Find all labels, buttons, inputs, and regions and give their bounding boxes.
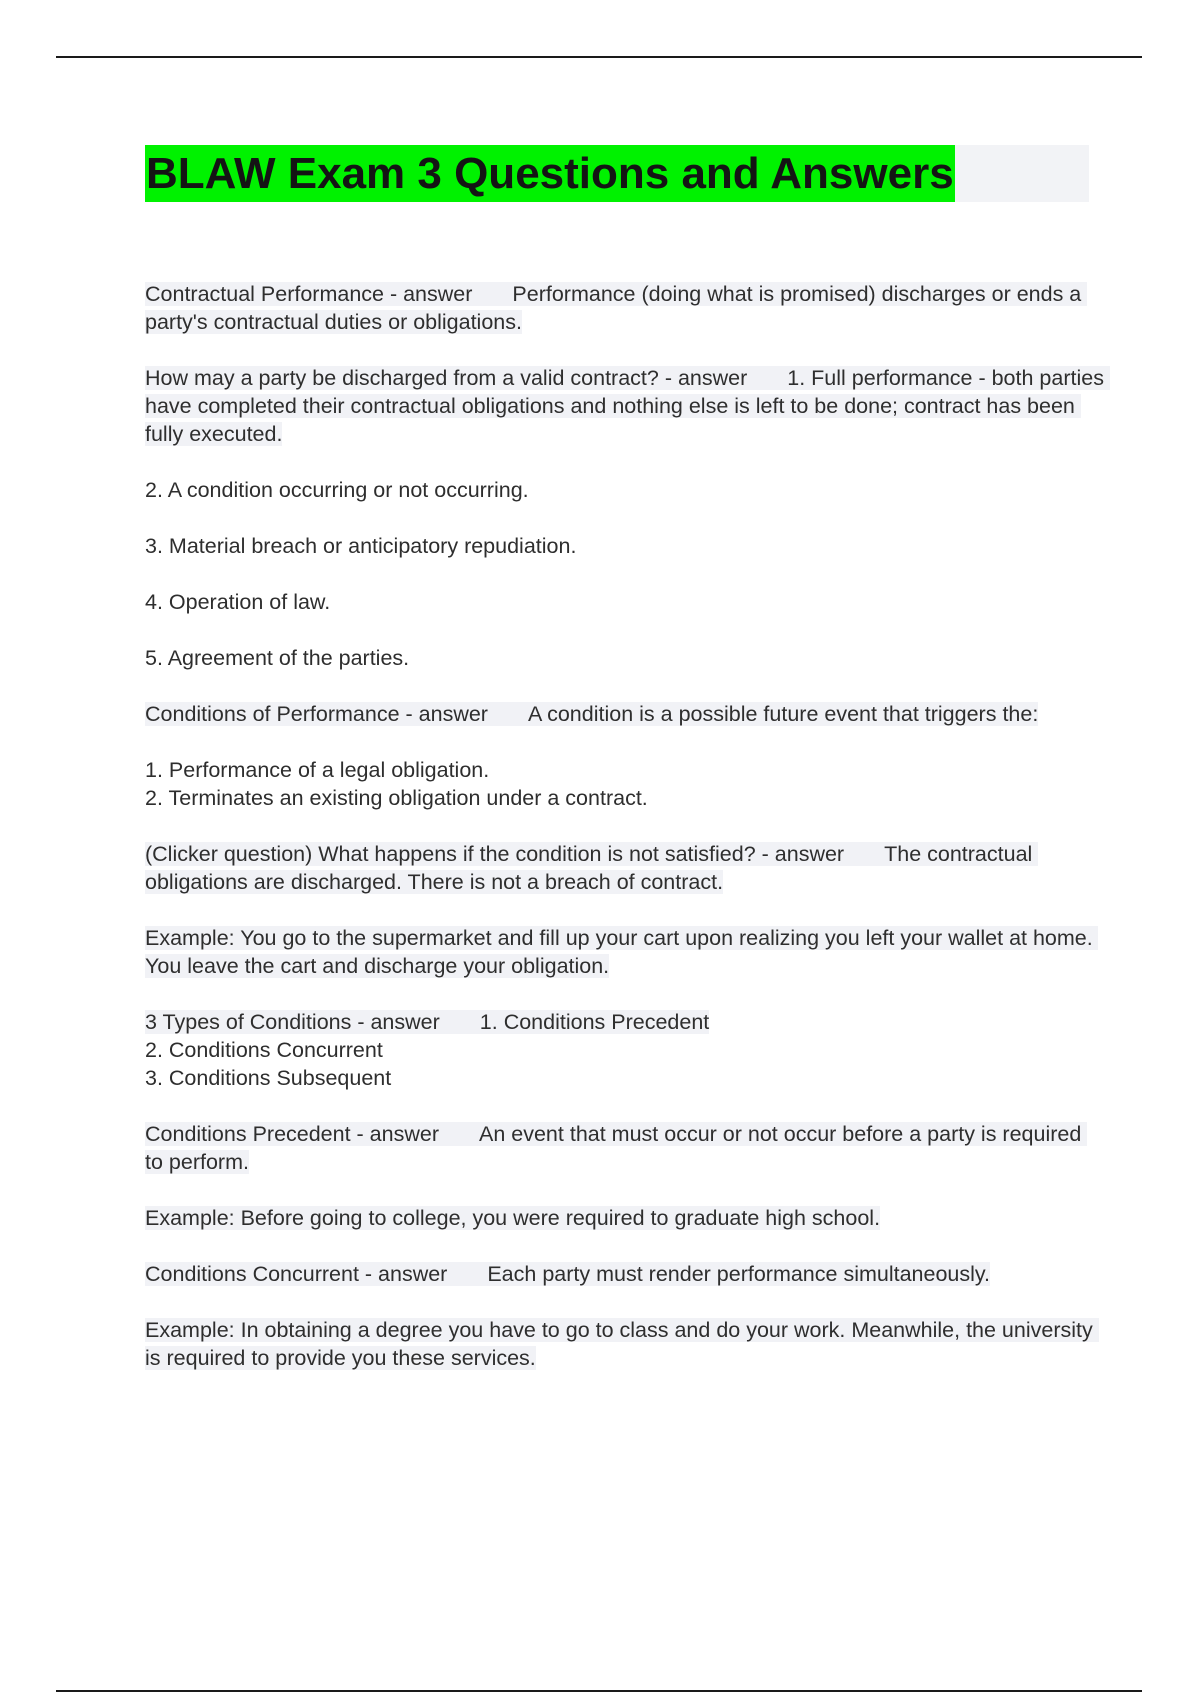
question-text: Conditions Concurrent - answer — [145, 1262, 448, 1286]
list-item: 2. Terminates an existing obligation under a contract. — [145, 786, 648, 810]
document-body — [145, 280, 1110, 1400]
example-text: Example: You go to the supermarket and fill up your cart upon realizing you left your wallet at home. You leave the cart and discharge your obligation. — [145, 926, 1099, 978]
question-text: How may a party be discharged from a valid contract? - answer — [145, 366, 748, 390]
list-item: 3. Material breach or anticipatory repudiation. — [145, 534, 577, 558]
list-item: 5. Agreement of the parties. — [145, 646, 410, 670]
answer-text: Performance (doing what is promised) discharges or ends a party's contractual duties or obligations. — [145, 282, 1088, 334]
question-text: (Clicker question) What happens if the condition is not satisfied? - answer — [145, 842, 845, 866]
document-title: BLAW Exam 3 Questions and Answers — [145, 145, 955, 202]
answer-text: Each party must render performance simultaneously. — [487, 1262, 991, 1286]
example-text: Example: In obtaining a degree you have to go to class and do your work. Meanwhile, the university is required to provide you these services. — [145, 1318, 1099, 1370]
list-item: 3. Conditions Subsequent — [145, 1066, 392, 1090]
qa-contractual-performance — [145, 280, 1105, 336]
question-text: Contractual Performance - answer — [145, 282, 473, 306]
qa-types-of-conditions — [145, 1008, 1105, 1036]
list-item: 2. A condition occurring or not occurring. — [145, 478, 529, 502]
example-text: Example: Before going to college, you were required to graduate high school. — [145, 1206, 881, 1230]
example-degree — [145, 1316, 1105, 1372]
qa-clicker-question — [145, 840, 1105, 896]
answer-text: 1. Full performance - both parties have completed their contractual obligations and nothing else is left to be done; contract has been fully executed. — [145, 366, 1110, 446]
list-item: 2. Conditions Concurrent — [145, 1038, 383, 1062]
example-supermarket — [145, 924, 1105, 980]
list-item: 1. Performance of a legal obligation. — [145, 758, 490, 782]
answer-text: The contractual obligations are discharged. There is not a breach of contract. — [145, 842, 1039, 894]
bottom-rule — [56, 1690, 1142, 1692]
answer-text: A condition is a possible future event that triggers the: — [527, 702, 1039, 726]
answer-text: 1. Conditions Precedent — [479, 1010, 710, 1034]
top-rule — [56, 56, 1142, 58]
qa-discharge — [145, 364, 1110, 448]
question-text: Conditions Precedent - answer — [145, 1122, 439, 1146]
question-text: 3 Types of Conditions - answer — [145, 1010, 440, 1034]
example-college — [145, 1204, 1105, 1232]
qa-conditions-concurrent — [145, 1260, 1105, 1288]
qa-conditions-of-performance — [145, 700, 1105, 728]
question-text: Conditions of Performance - answer — [145, 702, 488, 726]
qa-conditions-precedent — [145, 1120, 1105, 1176]
list-item: 4. Operation of law. — [145, 590, 331, 614]
answer-text: An event that must occur or not occur before a party is required to perform. — [145, 1122, 1088, 1174]
